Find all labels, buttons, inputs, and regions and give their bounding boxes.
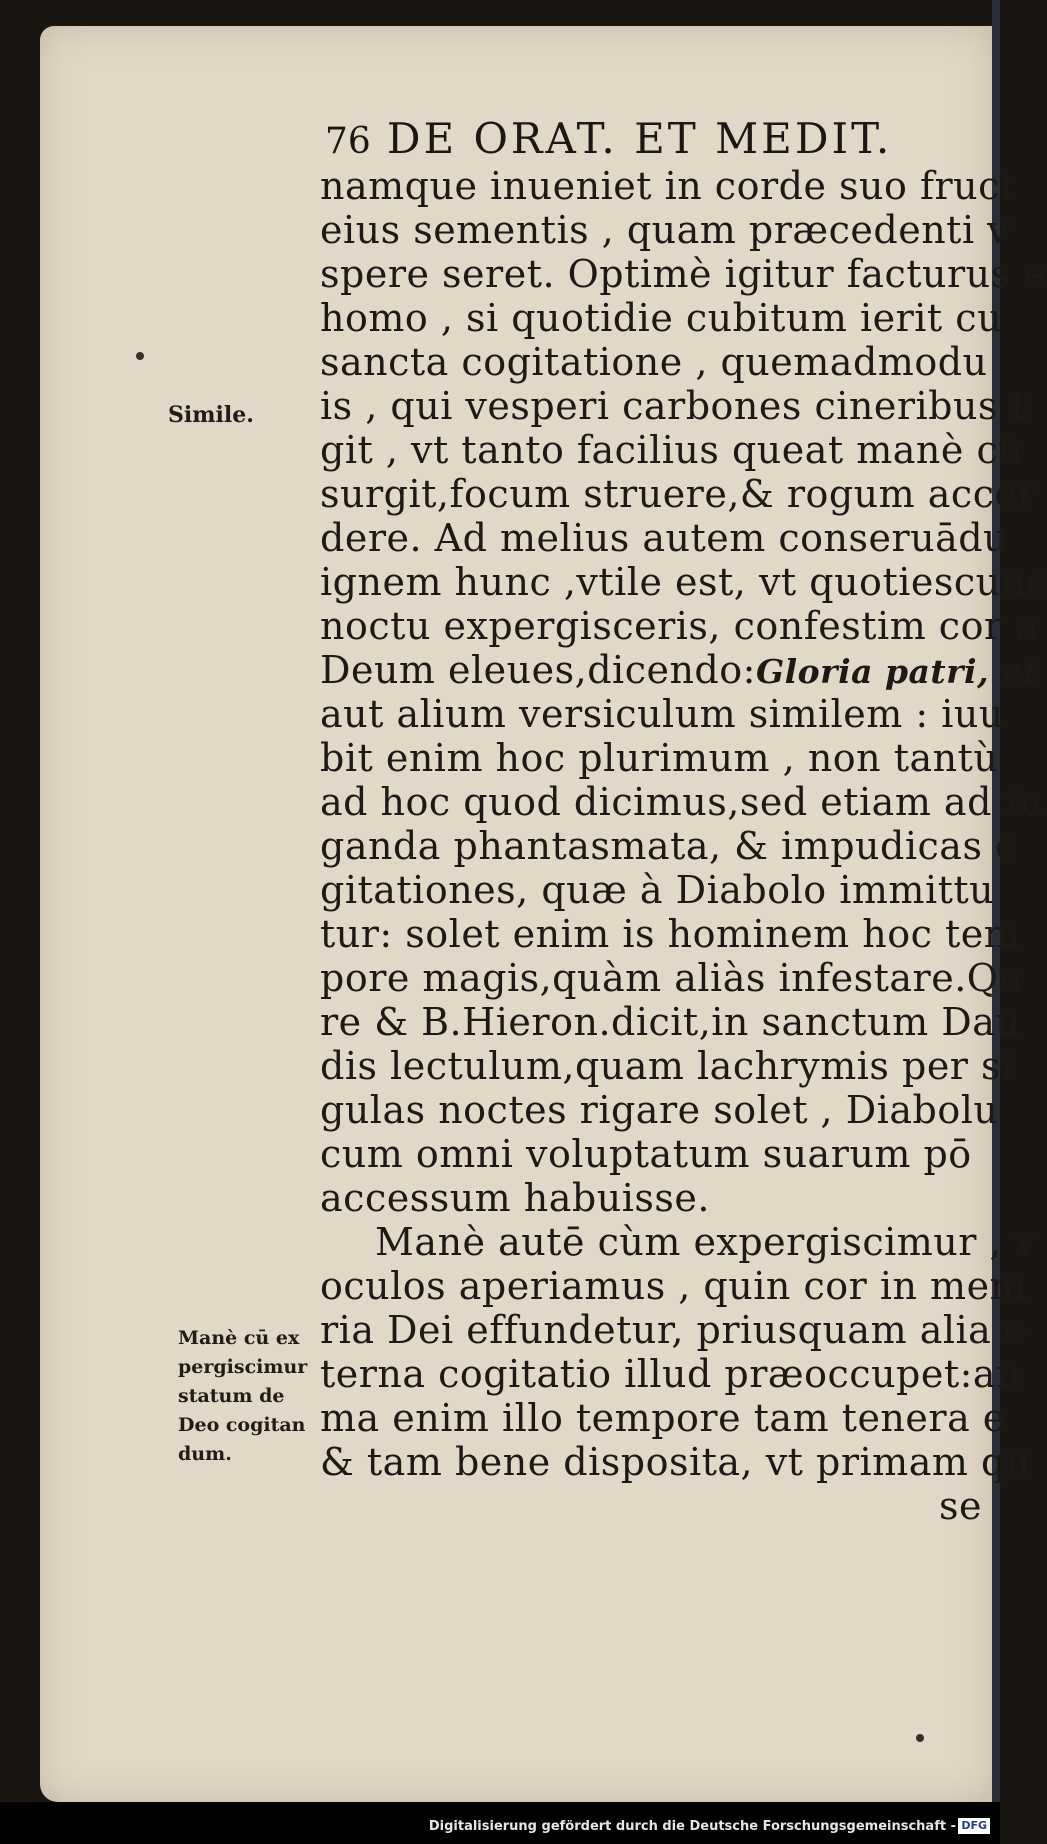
text-line <box>320 604 1039 648</box>
margin-note-line: Manè cū ex <box>178 1327 300 1349</box>
footer-bar <box>0 1802 1000 1844</box>
text-line-content: & tam bene disposita, vt primam qu <box>320 1440 1031 1484</box>
text-line-content: git , vt tanto facilius queat manè cù <box>320 428 1024 472</box>
text-line <box>320 912 1021 956</box>
text-line-content: ria Dei effundetur, priusquam alia e <box>320 1308 1027 1352</box>
body-text <box>320 164 1047 1594</box>
text-line <box>320 340 1000 384</box>
text-line <box>320 956 1024 1000</box>
text-line <box>320 1044 1014 1088</box>
text-line <box>320 1220 1037 1264</box>
text-line <box>320 472 1037 516</box>
text-line-content: terna cogitatio illud præoccupet:an <box>320 1352 1022 1396</box>
text-line-content: ignem hunc ,vtile est, vt quotiescunc <box>320 560 1047 604</box>
text-line <box>320 516 1009 560</box>
text-line-content: ma enim illo tempore tam tenera e <box>320 1396 1006 1440</box>
text-line-content: is , qui vesperi carbones cineribus t <box>320 384 1027 428</box>
margin-note-line: Deo cogitan <box>178 1414 306 1436</box>
text-line-content: dis lectulum,quam lachrymis per si <box>320 1044 1014 1088</box>
text-line-content: Deum eleues,dicendo: <box>320 648 756 692</box>
dfg-logo: DFG <box>958 1818 990 1834</box>
text-line <box>320 252 1047 296</box>
margin-note-line: pergiscimur <box>178 1356 308 1378</box>
margin-note-line: statum de <box>178 1385 285 1407</box>
text-line <box>320 780 1045 824</box>
text-line <box>320 296 1003 340</box>
text-line-content: sancta cogitatione , quemadmodu <box>320 340 988 384</box>
margin-note-simile: Simile. <box>168 402 254 428</box>
text-line <box>320 1000 1021 1044</box>
page-number: 76 <box>325 121 371 162</box>
text-line-content: namque inueniet in corde suo fruct <box>320 164 1016 208</box>
text-line-content: ganda phantasmata, & impudicas c <box>320 824 1017 868</box>
text-line <box>320 384 1027 428</box>
text-line <box>320 868 1000 912</box>
text-line <box>320 560 1047 604</box>
text-line-content: oculos aperiamus , quin cor in mem <box>320 1264 1027 1308</box>
text-line <box>320 208 1010 252</box>
text-line <box>320 1132 1000 1176</box>
text-line-content: cum omni voluptatum suarum pō <box>320 1132 972 1176</box>
running-title: DE ORAT. ET MEDIT. <box>386 114 893 163</box>
text-line-content: accessum habuisse. <box>320 1176 710 1220</box>
text-line <box>320 736 1000 780</box>
text-line-content: eius sementis , quam præcedenti v <box>320 208 1010 252</box>
text-line-content: gulas noctes rigare solet , Diabolu <box>320 1088 999 1132</box>
text-line <box>320 164 1016 208</box>
text-line <box>320 1176 1000 1220</box>
text-line <box>320 648 1039 692</box>
text-line-content: se <box>939 1484 982 1528</box>
text-line-content: bit enim hoc plurimum , non tantù <box>320 736 999 780</box>
text-line-content: pore magis,quàm aliàs infestare.Qu <box>320 956 1024 1000</box>
text-line-content: gitationes, quæ à Diabolo immittu <box>320 868 995 912</box>
running-header <box>325 114 892 162</box>
text-line-content: spere seret. Optimè igitur facturus e <box>320 252 1047 296</box>
text-line-content: surgit,focum struere,& rogum accer <box>320 472 1037 516</box>
text-line <box>320 1088 1000 1132</box>
text-line <box>320 428 1024 472</box>
text-line <box>320 1352 1022 1396</box>
text-line <box>320 692 1004 736</box>
text-line <box>320 1484 1000 1528</box>
ink-speck <box>136 352 144 360</box>
text-line <box>320 1308 1027 1352</box>
text-line-content: ad hoc quod dicimus,sed etiam ad fu <box>320 780 1045 824</box>
text-line <box>320 1440 1031 1484</box>
text-line <box>320 824 1017 868</box>
italic-phrase: Gloria patri, et <box>755 652 1039 691</box>
text-line-content: re & B.Hieron.dicit,in sanctum Dau <box>320 1000 1021 1044</box>
funding-notice: Digitalisierung gefördert durch die Deutsche Forschungsgemeinschaft - <box>428 1819 956 1834</box>
margin-note-line: dum. <box>178 1443 232 1465</box>
text-line-content: Manè autē cùm expergiscimur , v <box>375 1220 1037 1264</box>
text-line-content: homo , si quotidie cubitum ierit cu <box>320 296 1003 340</box>
ink-speck <box>916 1734 924 1742</box>
text-line-content: aut alium versiculum similem : iuu <box>320 692 1004 736</box>
text-line-content: noctu expergisceris, confestim cor a <box>320 604 1039 648</box>
text-line <box>320 1396 1006 1440</box>
text-line-content: tur: solet enim is hominem hoc tem <box>320 912 1021 956</box>
text-line-content: dere. Ad melius autem conseruādu <box>320 516 1009 560</box>
text-line <box>320 1264 1027 1308</box>
